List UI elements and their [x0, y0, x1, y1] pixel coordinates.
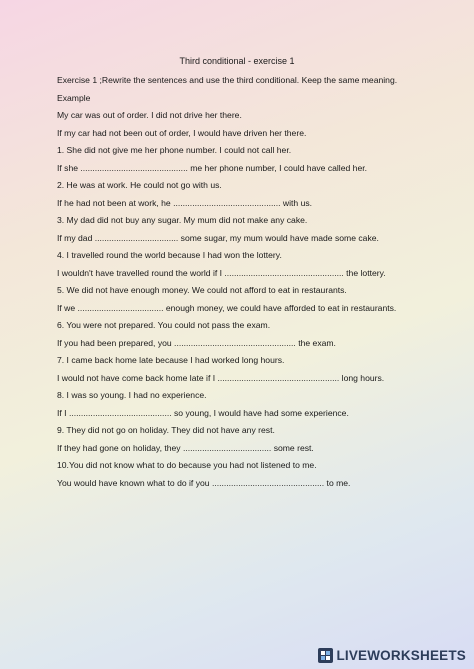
logo-text: LIVEWORKSHEETS — [336, 647, 466, 663]
answer-line-10: You would have known what to do if you ............................................... to me. — [57, 477, 351, 488]
question-3: 3. My dad did not buy any sugar. My mum did not make any cake. — [57, 215, 308, 225]
answer-line-7: I would not have come back home late if I ................................................... long hours. — [57, 372, 385, 383]
answer-line-4: I wouldn't have travelled round the world if I .................................................. the lottery. — [57, 267, 386, 278]
worksheet-title: Third conditional - exercise 1 — [179, 56, 295, 66]
question-8: 8. I was so young. I had no experience. — [57, 390, 207, 400]
liveworksheets-logo[interactable] — [318, 646, 466, 664]
question-6: 6. You were not prepared. You could not pass the exam. — [57, 320, 271, 330]
answer-line-6: If you had been prepared, you ................................................... the exam. — [57, 337, 336, 348]
question-2: 2. He was at work. He could not go with us. — [57, 180, 222, 190]
question-1: 1. She did not give me her phone number. I could not call her. — [57, 145, 292, 155]
question-7: 7. I came back home late because I had worked long hours. — [57, 355, 285, 365]
worksheet-body — [57, 72, 457, 492]
answer-line-5: If we .................................... enough money, we could have afforded to eat in restaurants. — [57, 302, 397, 313]
question-5: 5. We did not have enough money. We could not afford to eat in restaurants. — [57, 285, 347, 295]
question-10: 10.You did not know what to do because you had not listened to me. — [57, 460, 317, 470]
answer-line-1: If she ............................................. me her phone number, I could have called her. — [57, 162, 367, 173]
answer-line-9: If they had gone on holiday, they ..................................... some rest. — [57, 442, 314, 453]
liveworksheets-logo-icon — [318, 648, 333, 663]
example-sentence: My car was out of order. I did not drive her there. — [57, 110, 242, 120]
question-4: 4. I travelled round the world because I had won the lottery. — [57, 250, 282, 260]
example-answer: If my car had not been out of order, I would have driven her there. — [57, 127, 307, 138]
answer-line-3: If my dad ................................... some sugar, my mum would have made some cake. — [57, 232, 379, 243]
answer-line-8: If I ........................................... so young, I would have had some experience. — [57, 407, 349, 418]
example-label: Example — [57, 92, 91, 103]
answer-line-2: If he had not been at work, he ............................................. with us. — [57, 197, 313, 208]
instruction-line: Exercise 1 ;Rewrite the sentences and use the third conditional. Keep the same meaning. — [57, 75, 398, 85]
question-9: 9. They did not go on holiday. They did not have any rest. — [57, 425, 275, 435]
